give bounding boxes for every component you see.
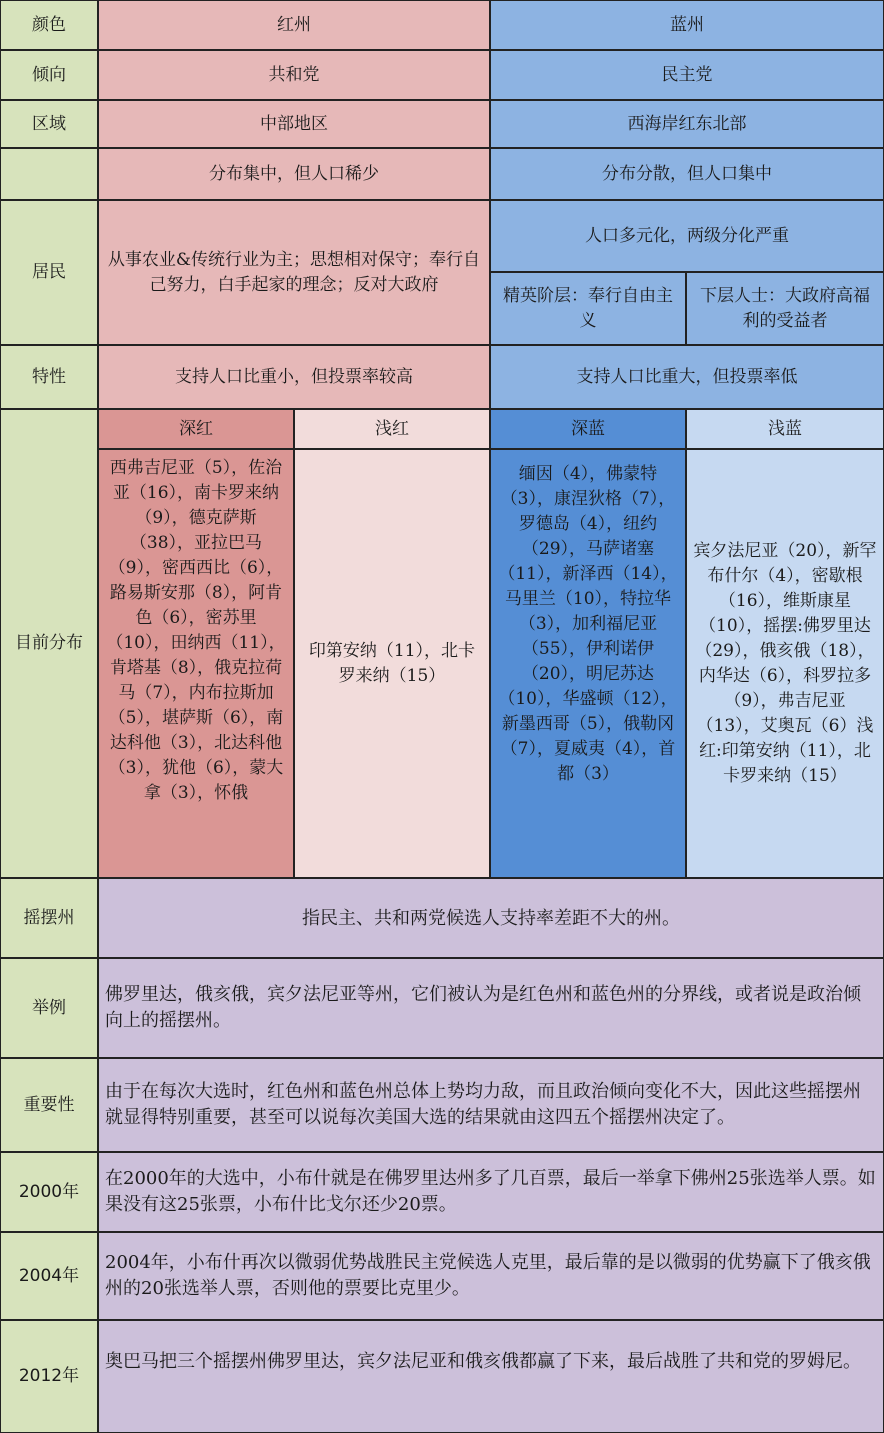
red-distribution: 分布集中，但人口稀少 (98, 148, 490, 200)
blue-elite: 精英阶层：奉行自由主义 (490, 272, 686, 345)
row-label-2004: 2004年 (0, 1232, 98, 1320)
dark-blue-states: 缅因（4），佛蒙特（3），康涅狄格（7），罗德岛（4），纽约（29），马萨诸塞（11），新泽西（14），马里兰（10），特拉华（3），加利福尼亚（55），伊利诺伊（20），明尼苏达（10），华盛顿（12），新墨西哥（5），俄勒冈（7），夏威夷（4），首都（3） (490, 449, 686, 878)
row-label-residents: 居民 (0, 200, 98, 345)
row-label-leaning: 倾向 (0, 50, 98, 100)
red-state-title: 红州 (98, 0, 490, 50)
header-dark-blue: 深蓝 (490, 409, 686, 449)
row-label-example: 举例 (0, 958, 98, 1058)
row-label-swing: 摇摆州 (0, 878, 98, 958)
header-light-blue: 浅蓝 (686, 409, 884, 449)
blue-region: 西海岸红东北部 (490, 100, 884, 148)
blue-distribution: 分布分散，但人口集中 (490, 148, 884, 200)
red-residents: 从事农业&传统行业为主；思想相对保守；奉行自己努力，白手起家的理念；反对大政府 (98, 200, 490, 345)
text-2012: 奥巴马把三个摇摆州佛罗里达，宾夕法尼亚和俄亥俄都赢了下来，最后战胜了共和党的罗姆尼。 (98, 1320, 884, 1433)
importance-text: 由于在每次大选时，红色州和蓝色州总体上势均力敌，而且政治倾向变化不大，因此这些摇摆州就显得特别重要，甚至可以说每次美国大选的结果就由这四五个摇摆州决定了。 (98, 1058, 884, 1152)
row-label-2000: 2000年 (0, 1152, 98, 1232)
swing-definition: 指民主、共和两党候选人支持率差距不大的州。 (98, 878, 884, 958)
row-label-region: 区域 (0, 100, 98, 148)
row-label-distribution (0, 148, 98, 200)
blue-residents: 人口多元化，两级分化严重 (490, 200, 884, 272)
red-leaning: 共和党 (98, 50, 490, 100)
red-region: 中部地区 (98, 100, 490, 148)
light-blue-states: 宾夕法尼亚（20），新罕布什尔（4），密歇根（16），维斯康星（10），摇摆:佛罗里达（29），俄亥俄（18），内华达（6），科罗拉多（9），弗吉尼亚（13），艾奥瓦（6）浅红:印第安纳（11），北卡罗来纳（15） (686, 449, 884, 878)
blue-lower-class: 下层人士：大政府高福利的受益者 (686, 272, 884, 345)
header-dark-red: 深红 (98, 409, 294, 449)
row-label-2012: 2012年 (0, 1320, 98, 1433)
blue-state-title: 蓝州 (490, 0, 884, 50)
header-light-red: 浅红 (294, 409, 490, 449)
blue-leaning: 民主党 (490, 50, 884, 100)
light-red-states: 印第安纳（11），北卡罗来纳（15） (294, 449, 490, 878)
row-label-importance: 重要性 (0, 1058, 98, 1152)
text-2000: 在2000年的大选中，小布什就是在佛罗里达州多了几百票，最后一举拿下佛州25张选举人票。如果没有这25张票，小布什比戈尔还少20票。 (98, 1152, 884, 1232)
example-text: 佛罗里达，俄亥俄，宾夕法尼亚等州，它们被认为是红色州和蓝色州的分界线，或者说是政治倾向上的摇摆州。 (98, 958, 884, 1058)
dark-red-states: 西弗吉尼亚（5），佐治亚（16），南卡罗来纳（9），德克萨斯（38），亚拉巴马（9），密西西比（6），路易斯安那（8），阿肯色（6），密苏里（10），田纳西（11），肯塔基（8），俄克拉荷马（7），内布拉斯加（5），堪萨斯（6），南达科他（3），北达科他（3），犹他（6），蒙大拿（3），怀俄 (98, 449, 294, 878)
blue-traits: 支持人口比重大，但投票率低 (490, 345, 884, 409)
text-2004: 2004年，小布什再次以微弱优势战胜民主党候选人克里，最后靠的是以微弱的优势赢下了俄亥俄州的20张选举人票，否则他的票要比克里少。 (98, 1232, 884, 1320)
row-label-color: 颜色 (0, 0, 98, 50)
row-label-current: 目前分布 (0, 409, 98, 878)
red-traits: 支持人口比重小，但投票率较高 (98, 345, 490, 409)
row-label-traits: 特性 (0, 345, 98, 409)
